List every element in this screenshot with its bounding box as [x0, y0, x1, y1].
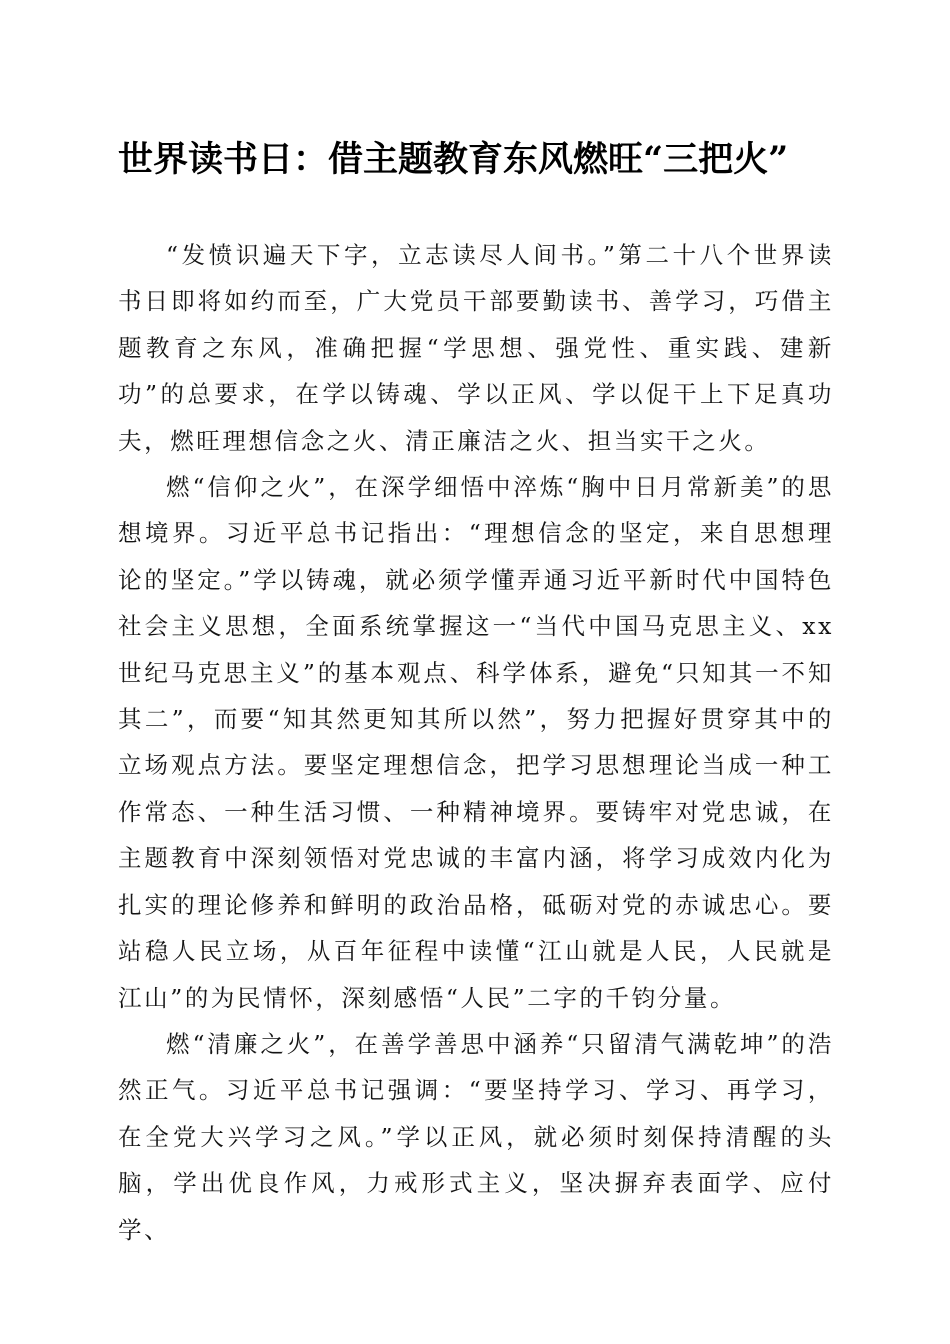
document-body [118, 232, 834, 1253]
document-title: 世界读书日：借主题教育东风燃旺“三把火” [118, 139, 789, 180]
paragraph-faith-fire: 燃“信仰之火”，在深学细悟中淬炼“胸中日月常新美”的思想境界。习近平总书记指出：“理想信念的坚定，来自思想理论的坚定。”学以铸魂，就必须学懂弄通习近平新时代中国特色社会主义思想，全面系统掌握这一“当代中国马克思主义、xx世纪马克思主义”的基本观点、科学体系，避免“只知其一不知其二”，而要“知其然更知其所以然”，努力把握好贯穿其中的立场观点方法。要坚定理想信念，把学习思想理论当成一种工作常态、一种生活习惯、一种精神境界。要铸牢对党忠诚，在主题教育中深刻领悟对党忠诚的丰富内涵，将学习成效内化为扎实的理论修养和鲜明的政治品格，砥砺对党的赤诚忠心。要站稳人民立场，从百年征程中读懂“江山就是人民，人民就是江山”的为民情怀，深刻感悟“人民”二字的千钧分量。 [118, 473, 834, 1012]
paragraph-integrity-fire: 燃“清廉之火”，在善学善思中涵养“只留清气满乾坤”的浩然正气。习近平总书记强调：“要坚持学习、学习、再学习，在全党大兴学习之风。”学以正风，就必须时刻保持清醒的头脑，学出优良作风，力戒形式主义，坚决摒弃表面学、应付学、 [118, 1029, 834, 1244]
paragraph-intro: “发愤识遍天下字，立志读尽人间书。”第二十八个世界读书日即将如约而至，广大党员干部要勤读书、善学习，巧借主题教育之东风，准确把握“学思想、强党性、重实践、建新功”的总要求，在学以铸魂、学以正风、学以促干上下足真功夫，燃旺理想信念之火、清正廉洁之火、担当实干之火。 [118, 241, 834, 455]
